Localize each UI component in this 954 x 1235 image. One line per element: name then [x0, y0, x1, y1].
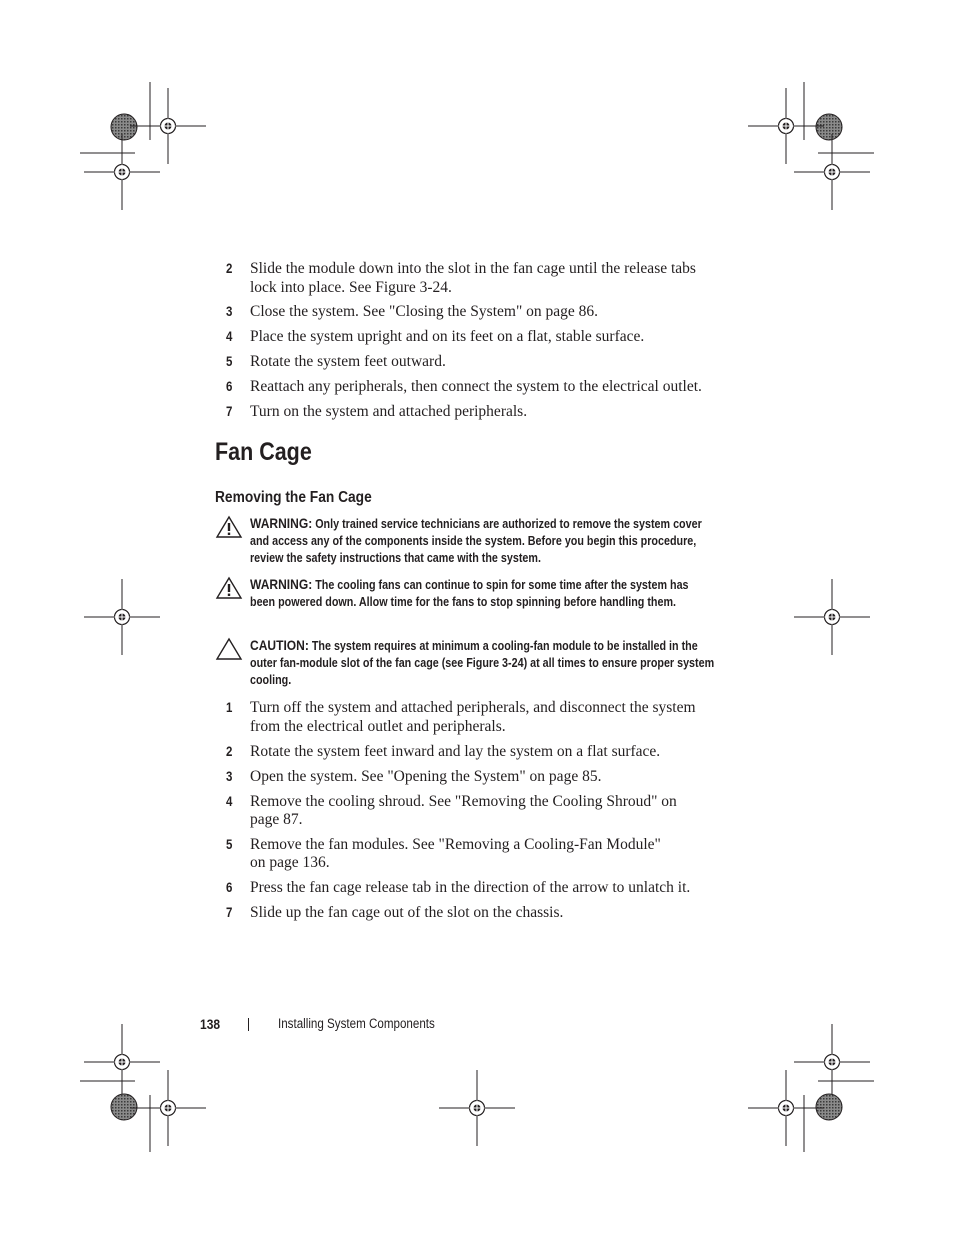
- crosshair-middle-right: [794, 579, 870, 655]
- step-number: 1: [226, 700, 233, 715]
- section-title: Fan Cage: [215, 438, 312, 466]
- step-number: 5: [226, 836, 233, 852]
- footer-divider: [248, 1018, 249, 1031]
- star-target-bottom-right: [816, 1094, 842, 1120]
- notice-label: CAUTION:: [250, 637, 309, 653]
- notice-label: WARNING:: [250, 515, 313, 531]
- step-text: Reattach any peripherals, then connect the system to the electrical outlet.: [250, 378, 702, 395]
- warning-icon: [215, 515, 243, 539]
- crosshair-right-upper: [794, 134, 870, 210]
- step-text: Slide the module down into the slot in the fan cage until the release tabs lock into place. See Figure 3-24.: [250, 260, 696, 296]
- crosshair-middle-left: [84, 579, 160, 655]
- crosshair-bottom-center: [439, 1070, 515, 1146]
- steps-list-top: [226, 260, 726, 422]
- caution-notice: [215, 637, 735, 693]
- step-text: Close the system. See "Closing the System" on page 86.: [250, 303, 599, 320]
- star-target-bottom-left: [111, 1094, 137, 1120]
- step-text: Turn on the system and attached peripherals.: [250, 403, 528, 420]
- step-number: 7: [226, 904, 233, 920]
- step-number: 3: [226, 304, 233, 319]
- step-text: Rotate the system feet outward.: [250, 353, 446, 370]
- list-item: [226, 793, 680, 830]
- step-text: Remove the fan modules. See "Removing a Cooling-Fan Module" on page 136.: [250, 835, 661, 871]
- step-text: Open the system. See "Opening the System" on page 85.: [250, 767, 602, 785]
- crosshair-bottom-left: [130, 1070, 206, 1146]
- notice-text: Only trained service technicians are authorized to remove the system cover and access any of the components inside the system. Before you begin this procedure, review the safety instructions that came with the system.: [250, 517, 702, 565]
- crosshair-top-right: [748, 88, 824, 164]
- step-number: 6: [226, 379, 233, 394]
- crosshair-top-left: [130, 88, 206, 164]
- star-target-top-left: [111, 114, 137, 140]
- chapter-title: Installing System Components: [278, 1016, 435, 1031]
- step-text: Turn off the system and attached peripherals, and disconnect the system from the electrical outlet and peripherals.: [250, 699, 696, 735]
- step-number: 2: [226, 743, 233, 759]
- step-number: 2: [226, 261, 233, 276]
- notice-label: WARNING:: [250, 576, 313, 592]
- crosshair-left-upper: [84, 134, 160, 210]
- step-text: Press the fan cage release tab in the direction of the arrow to unlatch it.: [250, 878, 691, 896]
- list-item: [226, 904, 726, 923]
- notice-text: The cooling fans can continue to spin for some time after the system has been powered down. Allow time for the fans to stop spinning before handling them.: [250, 578, 689, 609]
- step-text: Place the system upright and on its feet on a flat, stable surface.: [250, 328, 645, 345]
- step-number: 7: [226, 404, 233, 419]
- list-item: [226, 378, 726, 397]
- list-item: [226, 260, 726, 297]
- list-item: [226, 403, 726, 422]
- steps-list-bottom: [226, 699, 726, 922]
- list-item: [226, 353, 726, 372]
- step-number: 6: [226, 879, 233, 895]
- notice-text: The system requires at minimum a cooling-fan module to be installed in the outer fan-module slot of the fan cage (see Figure 3-24) at all times to ensure proper system cooling.: [250, 639, 715, 687]
- list-item: [226, 328, 726, 347]
- warning-icon: [215, 576, 243, 600]
- warning-notice-1: [215, 515, 735, 571]
- warning-notice-2: [215, 576, 735, 632]
- step-number: 4: [226, 329, 233, 344]
- step-text: Rotate the system feet inward and lay the system on a flat surface.: [250, 742, 661, 760]
- crosshair-right-lower: [794, 1024, 870, 1100]
- crosshair-left-lower: [84, 1024, 160, 1100]
- list-item: [226, 303, 726, 322]
- star-target-top-right: [816, 114, 842, 140]
- caution-icon: [215, 637, 243, 661]
- page-number: 138: [200, 1016, 221, 1032]
- list-item: [226, 836, 680, 873]
- step-text: Remove the cooling shroud. See "Removing the Cooling Shroud" on page 87.: [250, 792, 677, 828]
- step-number: 5: [226, 354, 233, 369]
- list-item: [226, 699, 726, 736]
- step-text: Slide up the fan cage out of the slot on the chassis.: [250, 903, 564, 921]
- step-number: 4: [226, 793, 233, 809]
- list-item: [226, 768, 726, 787]
- list-item: [226, 743, 726, 762]
- subsection-title: Removing the Fan Cage: [215, 489, 372, 506]
- step-number: 3: [226, 768, 233, 784]
- list-item: [226, 879, 726, 898]
- crosshair-bottom-right: [748, 1070, 824, 1146]
